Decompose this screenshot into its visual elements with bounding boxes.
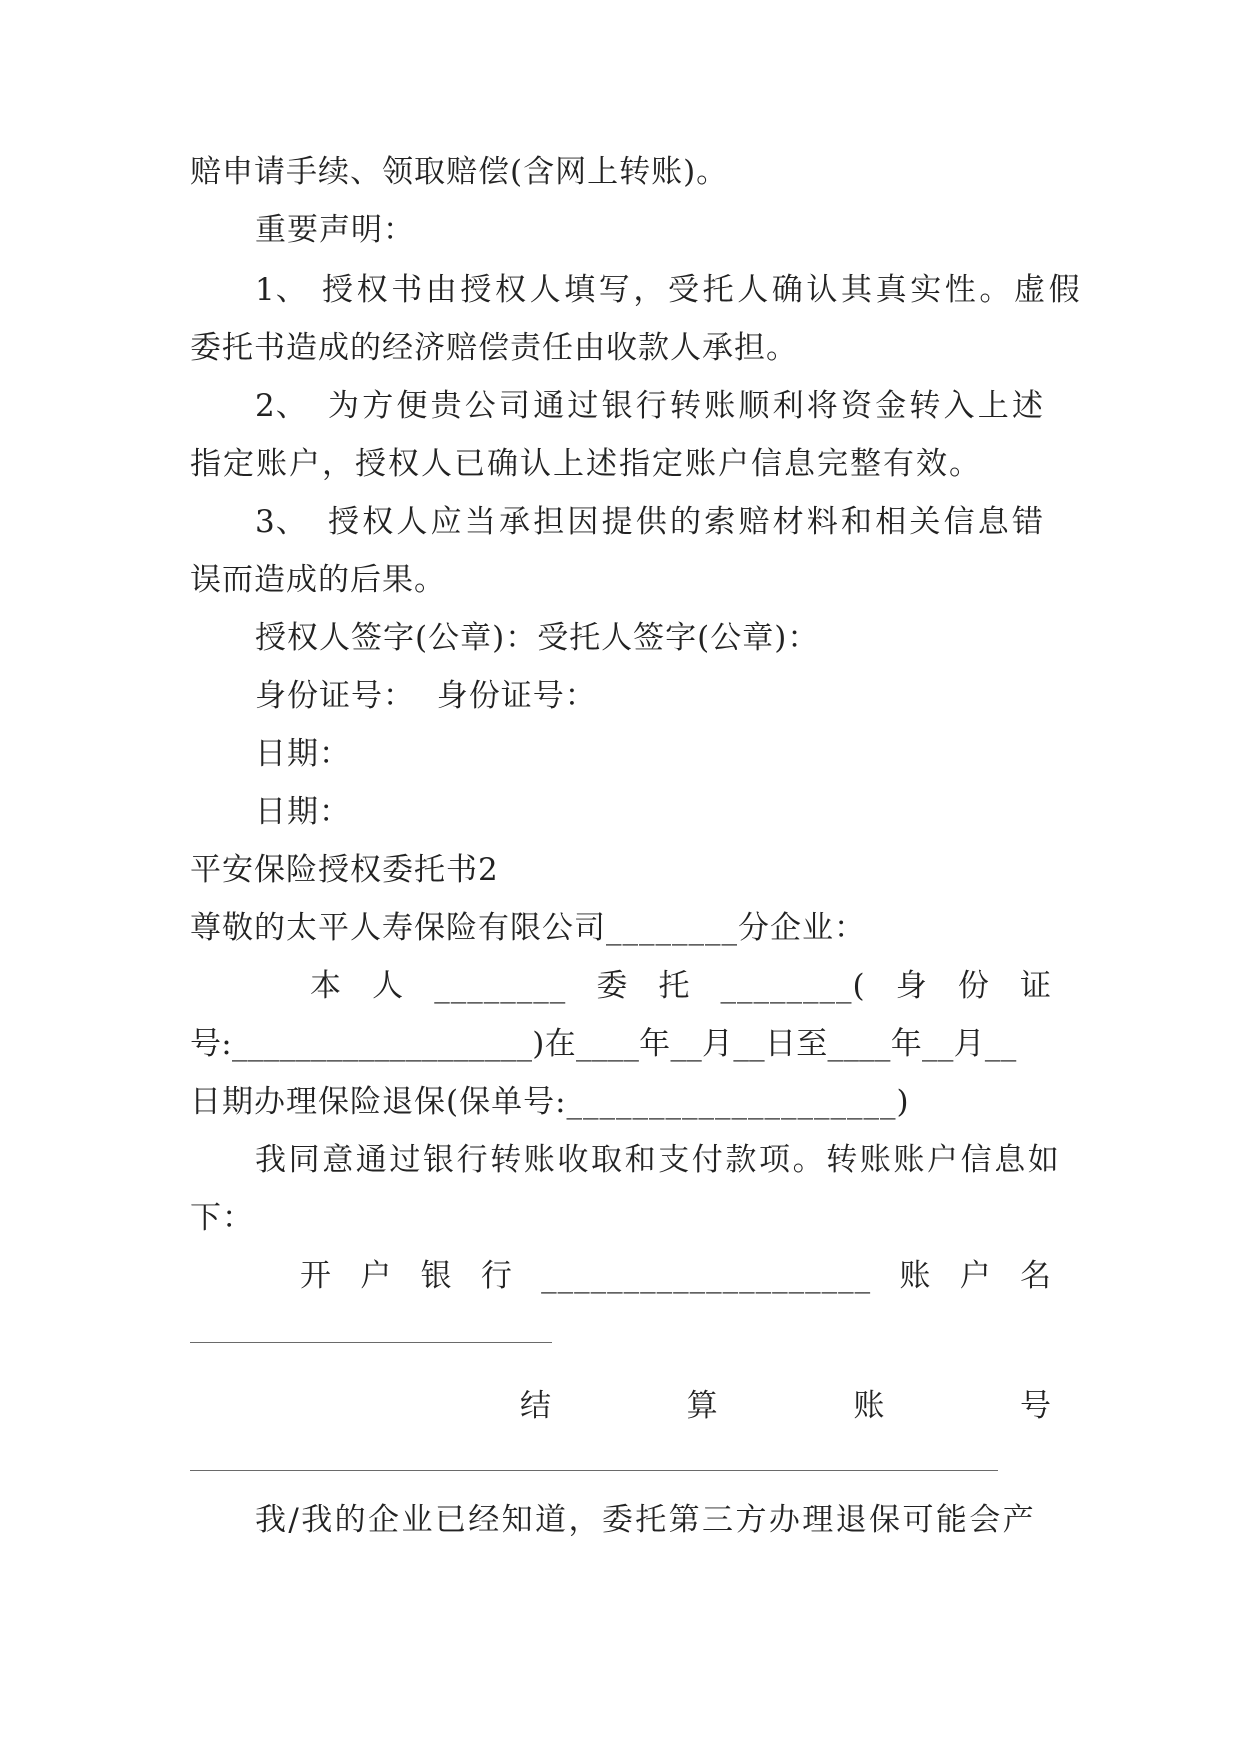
list-number: 2、: [255, 388, 308, 424]
blank-underline: [190, 1470, 998, 1471]
text-segment: 算: [686, 1388, 719, 1424]
list-number: 3、: [255, 504, 308, 540]
text-segment: ____________________: [541, 1258, 872, 1294]
paragraph-line: 我/我的企业已经知道，委托第三方办理退保可能会产: [255, 1502, 1037, 1538]
text-segment: 人: [372, 968, 405, 1004]
document-title: 平安保险授权委托书2: [190, 852, 499, 888]
text-segment: ________: [434, 968, 567, 1004]
text-segment: ________(: [720, 968, 866, 1004]
text-segment: 号: [1019, 1388, 1052, 1424]
paragraph-line: 误而造成的后果。: [190, 562, 446, 598]
text-segment: 账: [853, 1388, 886, 1424]
text-segment: 行: [480, 1258, 513, 1294]
list-item-text: 授权人应当承担因提供的索赔材料和相关信息错: [328, 504, 1047, 540]
signature-line: 授权人签字(公章)：受托人签字(公章)：: [255, 620, 820, 656]
text-segment: 本: [310, 968, 342, 1004]
text-segment: 户: [360, 1258, 393, 1294]
id-number-line: 身份证号： 身份证号：: [255, 678, 597, 714]
text-segment: 身: [895, 968, 928, 1004]
text-segment: 开: [300, 1258, 332, 1294]
text-segment: 证: [1019, 968, 1052, 1004]
text-segment: 份: [957, 968, 990, 1004]
section-heading: 重要声明：: [255, 212, 415, 248]
paragraph-line: 委托书造成的经济赔偿责任由收款人承担。: [190, 330, 798, 366]
list-item-text: 授权书由授权人填写，受托人确认其真实性。虚假: [322, 272, 1084, 308]
text-segment: 名: [1019, 1258, 1052, 1294]
justified-line: [520, 1386, 1052, 1426]
date-line: 日期：: [255, 794, 351, 830]
salutation-line: 尊敬的太平人寿保险有限公司________分企业：: [190, 910, 866, 946]
text-segment: 账: [899, 1258, 932, 1294]
paragraph-line: 日期办理保险退保(保单号:____________________): [190, 1084, 910, 1120]
text-segment: 银: [420, 1258, 453, 1294]
blank-underline: [190, 1342, 552, 1343]
text-segment: 户: [959, 1258, 992, 1294]
date-line: 日期：: [255, 736, 351, 772]
text-segment: 托: [658, 968, 691, 1004]
paragraph-line: 号:___________________)在____年__月__日至____年__月__: [190, 1026, 1017, 1062]
paragraph-line: 我同意通过银行转账收取和支付款项。转账账户信息如: [255, 1142, 1062, 1178]
list-number: 1、: [255, 272, 308, 308]
paragraph-line: 下：: [190, 1200, 254, 1236]
paragraph-line: 赔申请手续、领取赔偿(含网上转账)。: [190, 154, 729, 190]
text-segment: 委: [596, 968, 629, 1004]
paragraph-line: 指定账户，授权人已确认上述指定账户信息完整有效。: [190, 446, 982, 482]
justified-line: [310, 966, 1052, 1006]
text-segment: 结: [520, 1388, 552, 1424]
list-item-text: 为方便贵公司通过银行转账顺利将资金转入上述: [328, 388, 1047, 424]
justified-line: [300, 1256, 1052, 1296]
